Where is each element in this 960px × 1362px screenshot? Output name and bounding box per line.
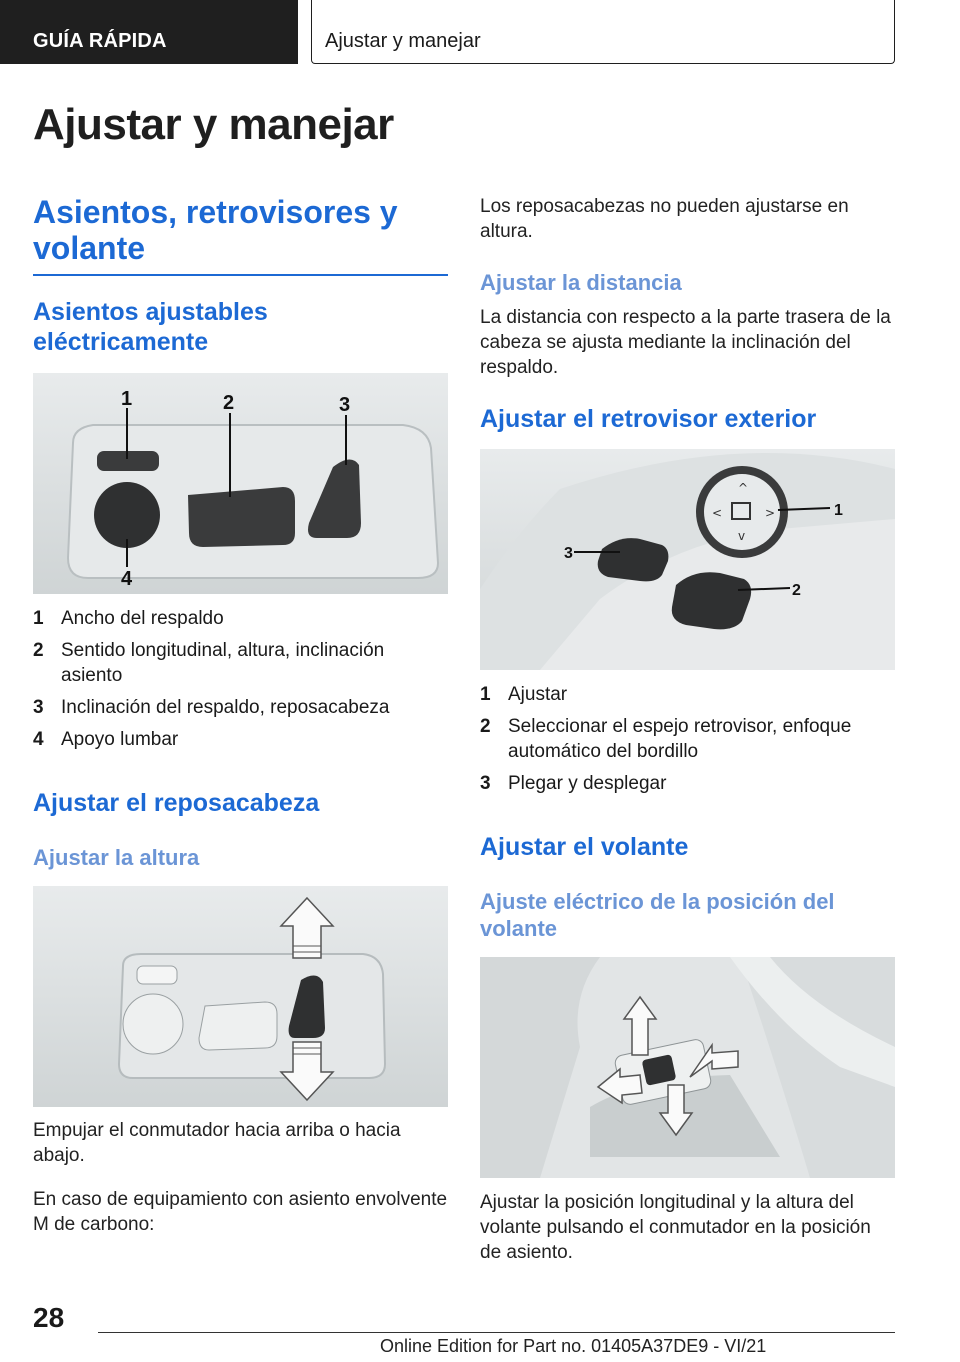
legend-item [480, 714, 895, 764]
legend-text: Ajustar [508, 684, 568, 705]
svg-text:^: ^ [738, 481, 749, 495]
legend-item [33, 727, 448, 752]
legend-text: Apoyo lumbar [61, 729, 179, 750]
section-heading: Asientos, retrovisores y volante [33, 194, 448, 276]
subsection-heading-seats: Asientos ajustables eléctricamente [33, 298, 268, 356]
legend-number: 1 [33, 608, 44, 629]
fig1-label-4: 4 [121, 568, 133, 590]
legend-number: 1 [480, 684, 491, 705]
footer-edition: Online Edition for Part no. 01405A37DE9 - VI/21 [380, 1336, 767, 1356]
paragraph-wheel-adjust: Ajustar la posición longitudinal y la altura del volante pulsando el conmutador en la posición de asiento. [480, 1192, 871, 1263]
legend-text: Sentido longitudinal, altura, inclinación asiento [61, 640, 385, 686]
paragraph-distance: La distancia con respecto a la parte trasera de la cabeza se ajusta mediante la inclinación del respaldo. [480, 307, 891, 378]
legend-mirror-controls [480, 682, 895, 803]
legend-number: 3 [480, 773, 491, 794]
legend-number: 3 [33, 697, 44, 718]
fig3-label-1: 1 [834, 502, 843, 519]
svg-text:<: < [712, 506, 723, 520]
legend-number: 4 [33, 729, 44, 750]
paragraph-carbon-seat: En caso de equipamiento con asiento envolvente M de carbono: [33, 1189, 448, 1235]
legend-number: 2 [480, 716, 491, 737]
legend-item [33, 695, 448, 720]
subsection-heading-wheel: Ajustar el volante [480, 833, 689, 861]
page-title: Ajustar y manejar [33, 100, 394, 149]
fig3-label-2: 2 [792, 582, 801, 599]
subheading-electric-wheel: Ajuste eléctrico de la posición del volante [480, 889, 835, 941]
subsection-heading-mirror: Ajustar el retrovisor exterior [480, 405, 817, 433]
fig1-label-1: 1 [121, 388, 133, 410]
mirror-controls-figure [480, 449, 895, 670]
legend-seat-controls [33, 606, 448, 759]
seat-controls-figure [33, 373, 448, 594]
subheading-distance: Ajustar la distancia [480, 270, 682, 295]
header-section-tab: GUÍA RÁPIDA [0, 0, 298, 64]
steering-column-figure [480, 957, 895, 1178]
legend-number: 2 [33, 640, 44, 661]
svg-text:>: > [765, 506, 776, 520]
legend-item [480, 682, 895, 707]
svg-text:v: v [738, 529, 746, 543]
fig1-label-2: 2 [223, 392, 235, 414]
fig3-label-3: 3 [564, 545, 573, 562]
legend-item [480, 771, 895, 796]
legend-text: Plegar y desplegar [508, 773, 667, 794]
headrest-switch-figure [33, 886, 448, 1107]
legend-item [33, 638, 448, 688]
fig1-label-3: 3 [339, 394, 351, 416]
footer-divider [98, 1332, 895, 1333]
paragraph-headrest-height: Los reposacabezas no pueden ajustarse en altura. [480, 196, 849, 242]
legend-text: Seleccionar el espejo retrovisor, enfoque automático del bordillo [508, 716, 852, 762]
legend-text: Inclinación del respaldo, reposacabeza [61, 697, 390, 718]
subheading-height: Ajustar la altura [33, 845, 200, 870]
legend-text: Ancho del respaldo [61, 608, 224, 629]
subsection-heading-headrest: Ajustar el reposacabeza [33, 789, 320, 817]
legend-item [33, 606, 448, 631]
paragraph-push-switch: Empujar el conmutador hacia arriba o hacia abajo. [33, 1120, 401, 1166]
header-chapter-tab: Ajustar y manejar [311, 0, 895, 64]
page-number: 28 [33, 1302, 65, 1333]
